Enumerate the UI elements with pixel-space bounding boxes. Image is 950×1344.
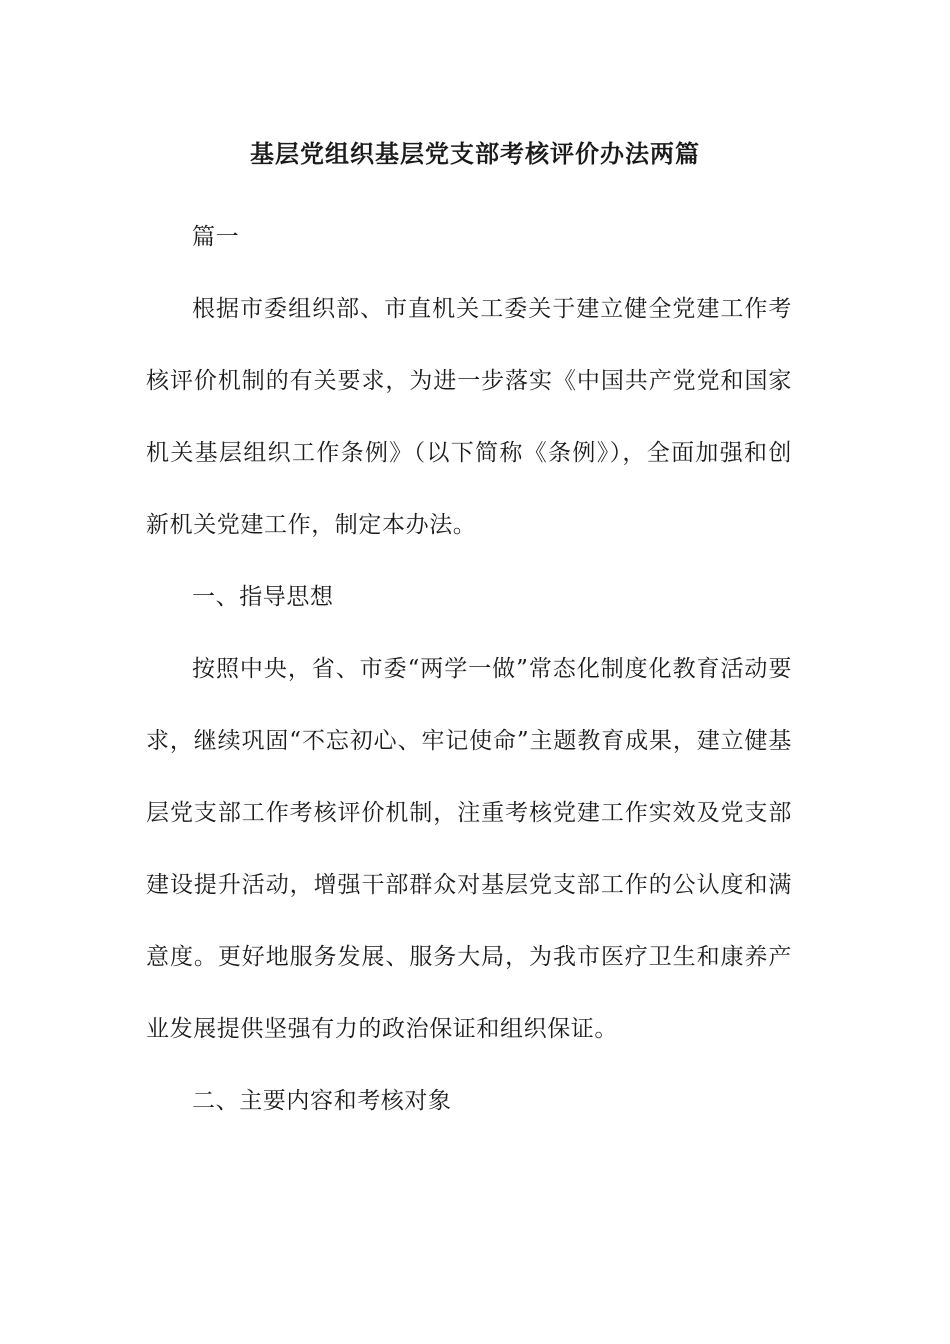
- document-title: 基层党组织基层党支部考核评价办法两篇: [250, 139, 700, 168]
- section-label: 篇一: [192, 224, 240, 250]
- intro-paragraph: 根据市委组织部、市直机关工委关于建立健全党建工作考核评价机制的有关要求，为进一步落实《中国共产党党和国家机关基层组织工作条例》（以下简称《条例》），全面加强和创新机关党建工作，制定本办法。: [146, 296, 792, 538]
- document-body: [146, 201, 792, 1137]
- section-heading-main-content: 二、主要内容和考核对象: [192, 1088, 452, 1114]
- guiding-ideology-paragraph: 按照中央，省、市委“两学一做”常态化制度化教育活动要求，继续巩固“不忘初心、牢记使命”主题教育成果，建立健基层党支部工作考核评价机制，注重考核党建工作实效及党支部建设提升活动，增强干部群众对基层党支部工作的公认度和满意度。更好地服务发展、服务大局，为我市医疗卫生和康养产业发展提供坚强有力的政治保证和组织保证。: [146, 656, 792, 1042]
- section-heading-guiding-ideology: 一、指导思想: [192, 584, 334, 610]
